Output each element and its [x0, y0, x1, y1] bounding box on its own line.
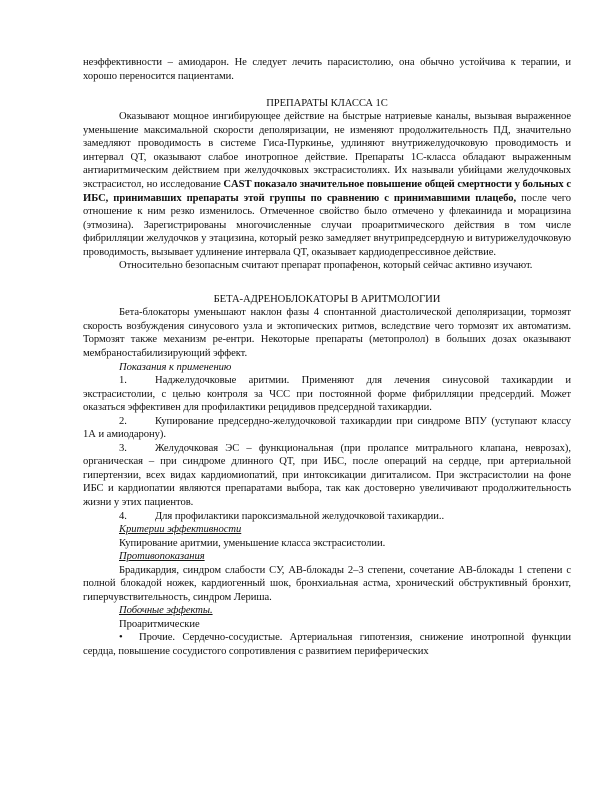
cast-study-emphasis: CAST показало значительное повышение общей смертности у больных с ИБС, принимавших препараты этой группы по сравнению с принимавшими плацебо,	[83, 178, 572, 204]
intro-paragraph: неэффективности – амиодарон. Не следует лечить парасистолию, она обычно устойчива к терапии, и хорошо переносится пациентами.	[83, 57, 571, 82]
bullet-icon: •	[119, 632, 123, 644]
side-effects-title: Побочные эффекты.	[119, 605, 213, 617]
indication-item	[83, 374, 571, 415]
section-heading-beta-blockers: БЕТА-АДРЕНОБЛОКАТОРЫ В АРИТМОЛОГИИ	[213, 293, 441, 305]
efficacy-title: Критерии эффективности	[119, 524, 242, 536]
indication-number: 4.	[119, 510, 127, 522]
contraindications-title: Противопоказания	[119, 551, 205, 563]
propafenone-paragraph: Относительно безопасным считают препарат пропафенон, который сейчас активно изучают.	[119, 260, 533, 272]
efficacy-text: Купирование аритмии, уменьшение класса экстрасистолии.	[119, 537, 386, 549]
indication-text: Для профилактики пароксизмальной желудочковой тахикардии..	[155, 510, 445, 522]
beta-blockers-paragraph: Бета-блокаторы уменьшают наклон фазы 4 спонтанной диастолической деполяризации, тормозят скорость возбуждения синусового узла и эктопических ритмов, вследствие чего тормозят их автоматизм. Тормозят также механизм ре-ентри. Некоторые препараты (метопролол) в больших дозах оказывают мембраностабилизирующий эффект.	[83, 307, 571, 359]
indication-number: 1.	[119, 375, 127, 387]
class-1c-text-b: после чего отношение к ним резко изменилось. Отмеченное свойство было отмечено у флекаинида и морацизина (этмозина). Зарегистрированы многочисленные случаи проаритмического действия в том числе фибрилляции желудочков у этацизина, который резко замедляет внутрипредсердную и витурижелудочковую проводимость, вызывает удлинение интервала QT, оказывает кардиодепрессивное действие.	[83, 192, 572, 258]
indication-item	[83, 442, 571, 510]
section-heading-class-1c: ПРЕПАРАТЫ КЛАССА 1С	[266, 97, 388, 109]
indication-text: Наджелудочковые аритмии. Применяют для лечения синусовой тахикардии и экстрасистолии, с целью контроля за ЧСС при постоянной форме фибрилляции предсердий. Может оказаться эффективен для профилактики рецидивов предсердной тахикардии.	[83, 375, 571, 414]
indication-number: 2.	[119, 415, 127, 427]
side-effects-bullet-item	[83, 631, 571, 658]
indication-item	[83, 510, 571, 524]
indication-item	[83, 415, 571, 442]
class-1c-text-a: Оказывают мощное ингибирующее действие на быстрые натриевые каналы, вызывая выраженное уменьшение максимальной скорости деполяризации, не изменяют продолжительность ПД, значительно замедляют проводимость в системе Гиса-Пуркинье, удлиняют внутрижелудочковую проводимость и интервал QT, оказывают слабое инотропное действие. Препараты 1С-класса обладают выраженным антиаритмическим действием при желудочковых экстрасистолиях. Их называли убийцами желудочковых экстрасистол, но исследование	[83, 111, 571, 190]
indications-title: Показания к применению	[119, 361, 232, 373]
spacer	[83, 83, 571, 97]
indication-number: 3.	[119, 442, 127, 454]
indication-text: Купирование предсердно-желудочковой тахикардии при синдроме ВПУ (уступают классу 1А и амиодарону).	[83, 415, 571, 441]
spacer	[83, 273, 571, 293]
contraindications-text: Брадикардия, синдром слабости СУ, АВ-блокады 2–3 степени, сочетание АВ-блокады 1 степени с полной блокадой ножек, кардиогенный шок, бронхиальная астма, хронический обструктивный бронхит, гиперчувствительность, синдром Лериша.	[83, 564, 571, 603]
class-1c-paragraph	[83, 110, 571, 259]
bullet-text: Прочие. Сердечно-сосудистые. Артериальная гипотензия, снижение инотропной функции сердца, повышение сосудистого сопротивления с развитием периферических	[83, 632, 571, 658]
proarrhythmic-label: Проаритмические	[119, 618, 200, 630]
indication-text: Желудочковая ЭС – функциональная (при пролапсе митрального клапана, неврозах), органическая – при синдроме длинного QT, при ИБС, после операций на сердце, при артериальной гипертензии, всех видах кардиомиопатий, при интоксикации дигиталисом. При экстрасистолии на фоне ИБС и кардиопатии являются препаратами выбора, так как достоверно увеличивают продолжительность жизни у этих пациентов.	[83, 442, 571, 508]
